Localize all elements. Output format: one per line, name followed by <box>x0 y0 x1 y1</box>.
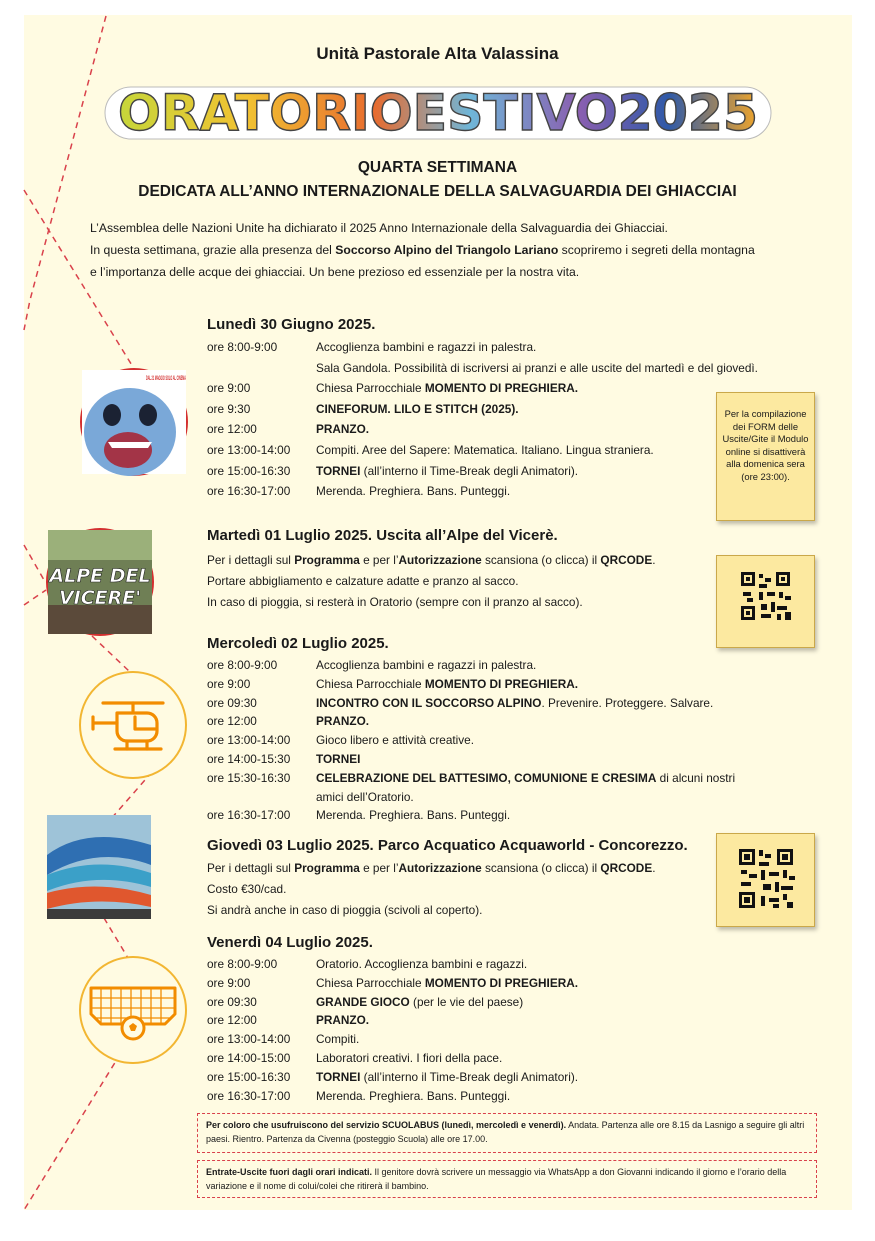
image-caption: DAL 21 MAGGIO SOLO AL CINEMA <box>146 376 187 382</box>
thursday-line-1: Per i dettagli sul Programma e per l’Autorizzazione scansiona (o clicca) il QRCODE. <box>207 861 656 875</box>
scuolabus-note <box>197 1113 817 1153</box>
schedule-activity: TORNEI (all’interno il Time-Break degli Animatori). <box>316 463 579 478</box>
schedule-activity: Compiti. Aree del Sapere: Matematica. Italiano. Lingua straniera. <box>316 443 654 457</box>
schedule-time: ore 13:00-14:00 <box>207 1032 291 1047</box>
schedule-activity: Oratorio. Accoglienza bambini e ragazzi. <box>316 957 528 971</box>
schedule-activity: Merenda. Preghiera. Bans. Punteggi. <box>316 808 511 823</box>
lilo-stitch-image <box>80 368 188 476</box>
form-note-text: Per la compilazione dei FORM delle Uscite/Gite il Modulo online si disattiverà alla domenica sera (ore 23:00). <box>722 408 809 482</box>
tuesday-line-2: Portare abbigliamento e calzature adatte e pranzo al sacco. <box>207 574 519 588</box>
schedule-activity: TORNEI <box>316 752 361 766</box>
schedule-activity: Compiti. <box>316 1032 360 1047</box>
schedule-time: ore 12:00 <box>207 422 257 437</box>
form-note <box>716 392 815 521</box>
entrate-uscite-title: Entrate-Uscite fuori dagli orari indicati. <box>206 1167 373 1177</box>
qrcode-tuesday[interactable] <box>716 555 815 648</box>
intro-line-2: In questa settimana, grazie alla presenza del Soccorso Alpino del Triangolo Lariano scopriremo i segreti della montagna <box>90 243 755 257</box>
alpe-image-text: ALPE DEL VICERE' <box>49 565 151 609</box>
tuesday-line-1: Per i dettagli sul Programma e per l’Autorizzazione scansiona (o clicca) il QRCODE. <box>207 553 656 567</box>
schedule-activity: Accoglienza bambini e ragazzi in palestra. <box>316 340 537 354</box>
schedule-activity: Sala Gandola. Possibilità di iscriversi ai pranzi e alle uscite del martedì e del giovedì. <box>316 360 758 375</box>
oratorio-estivo-logo <box>103 84 773 142</box>
schedule-activity: PRANZO. <box>316 1013 370 1028</box>
thursday-details <box>207 858 655 921</box>
schedule-time: ore 15:00-16:30 <box>207 463 291 478</box>
monday-title: Lunedì 30 Giugno 2025. <box>207 316 376 333</box>
schedule-activity: Chiesa Parrocchiale MOMENTO DI PREGHIERA. <box>316 975 579 990</box>
schedule-activity: Laboratori creativi. I fiori della pace. <box>316 1051 503 1065</box>
schedule-time: ore 09:30 <box>207 695 257 710</box>
scuolabus-note-title: Per coloro che usufruiscono del servizio SCUOLABUS (lunedì, mercoledì e venerdì). <box>206 1120 567 1130</box>
thursday-line-3: Si andrà anche in caso di pioggia (scivoli al coperto). <box>207 903 483 917</box>
intro-line-3: e l’importanza delle acque dei ghiacciai. Un bene prezioso ed essenziale per la nostra vita. <box>90 265 580 279</box>
intro-line-1: L’Assemblea delle Nazioni Unite ha dichiarato il 2025 Anno Internazionale della Salvaguardia dei Ghiacciai. <box>90 221 668 235</box>
schedule-time: ore 8:00-9:00 <box>207 658 278 672</box>
schedule-activity: GRANDE GIOCO (per le vie del paese) <box>316 994 524 1009</box>
schedule-activity: Merenda. Preghiera. Bans. Punteggi. <box>316 484 511 499</box>
schedule-time: ore 12:00 <box>207 714 257 729</box>
qrcode-thursday[interactable] <box>716 833 815 927</box>
schedule-time: ore 09:30 <box>207 994 257 1009</box>
organization-title: Unità Pastorale Alta Valassina <box>316 44 559 63</box>
wednesday-title: Mercoledì 02 Luglio 2025. <box>207 635 389 652</box>
schedule-time: ore 12:00 <box>207 1013 257 1028</box>
schedule-time: ore 9:00 <box>207 676 251 691</box>
week-title: QUARTA SETTIMANA <box>357 159 518 176</box>
entrate-uscite-text: Il genitore dovrà scrivere un messaggio via WhatsApp a don Giovanni indicando il giorno e l’orario della variazione e il nome di colui/colei che ritirerà il bambino. <box>206 1167 787 1191</box>
schedule-activity: Accoglienza bambini e ragazzi in palestra. <box>316 658 537 672</box>
alpe-del-vicere-image <box>46 528 154 636</box>
schedule-time: ore 15:30-16:30 <box>207 770 291 785</box>
soccer-goal-icon <box>79 956 187 1064</box>
schedule-time: ore 16:30-17:00 <box>207 808 291 823</box>
schedule-time: ore 14:00-15:00 <box>207 1051 291 1065</box>
schedule-time: ore 16:30-17:00 <box>207 1088 291 1103</box>
schedule-time: ore 14:00-15:30 <box>207 752 291 766</box>
schedule-time: ore 13:00-14:00 <box>207 443 291 457</box>
helicopter-icon <box>79 671 187 779</box>
schedule-activity: Gioco libero e attività creative. <box>316 733 475 748</box>
entrate-uscite-note <box>197 1160 817 1198</box>
scuolabus-note-text: Andata. Partenza alle ore 8.15 da Lasnigo a seguire gli altri paesi. Rientro. Partenza da Civenna (posteggio Scuola) alle ore 17.00. <box>206 1120 805 1144</box>
schedule-activity: Merenda. Preghiera. Bans. Punteggi. <box>316 1088 511 1103</box>
schedule-time: ore 9:00 <box>207 381 251 396</box>
logo-text: ORATORIOESTIVO2025 <box>118 84 758 142</box>
tuesday-details <box>207 550 655 613</box>
schedule-activity: Chiesa Parrocchiale MOMENTO DI PREGHIERA. <box>316 676 579 691</box>
qr-code-icon <box>717 834 814 926</box>
acquaworld-image <box>47 815 151 919</box>
tuesday-title: Martedì 01 Luglio 2025. Uscita all’Alpe del Vicerè. <box>207 527 558 544</box>
schedule-time: ore 13:00-14:00 <box>207 733 291 748</box>
schedule-time: ore 9:30 <box>207 401 251 416</box>
thursday-title: Giovedì 03 Luglio 2025. Parco Acquatico Acquaworld - Concorezzo. <box>207 837 688 854</box>
friday-title: Venerdì 04 Luglio 2025. <box>207 934 373 951</box>
schedule-activity: Chiesa Parrocchiale MOMENTO DI PREGHIERA. <box>316 381 579 396</box>
schedule-time: ore 9:00 <box>207 975 251 990</box>
thursday-line-2: Costo €30/cad. <box>207 882 287 896</box>
schedule-time: ore 15:00-16:30 <box>207 1069 291 1084</box>
dedication-title: DEDICATA ALL’ANNO INTERNAZIONALE DELLA SALVAGUARDIA DEI GHIACCIAI <box>138 183 737 200</box>
schedule-activity: CELEBRAZIONE DEL BATTESIMO, COMUNIONE E CRESIMA di alcuni nostri <box>316 770 736 785</box>
intro-paragraph <box>90 217 780 283</box>
schedule-time: ore 16:30-17:00 <box>207 484 291 499</box>
schedule-activity: PRANZO. <box>316 714 370 729</box>
qr-code-icon <box>717 556 814 647</box>
schedule-time: ore 8:00-9:00 <box>207 340 278 354</box>
schedule-activity: TORNEI (all’interno il Time-Break degli Animatori). <box>316 1069 579 1084</box>
schedule-activity: CINEFORUM. LILO E STITCH (2025). <box>316 401 519 416</box>
tuesday-line-3: In caso di pioggia, si resterà in Oratorio (sempre con il pranzo al sacco). <box>207 595 583 609</box>
schedule-activity: INCONTRO CON IL SOCCORSO ALPINO. Prevenire. Proteggere. Salvare. <box>316 695 714 710</box>
schedule-activity: amici dell’Oratorio. <box>316 789 414 804</box>
schedule-time: ore 8:00-9:00 <box>207 957 278 971</box>
schedule-activity: PRANZO. <box>316 422 370 437</box>
